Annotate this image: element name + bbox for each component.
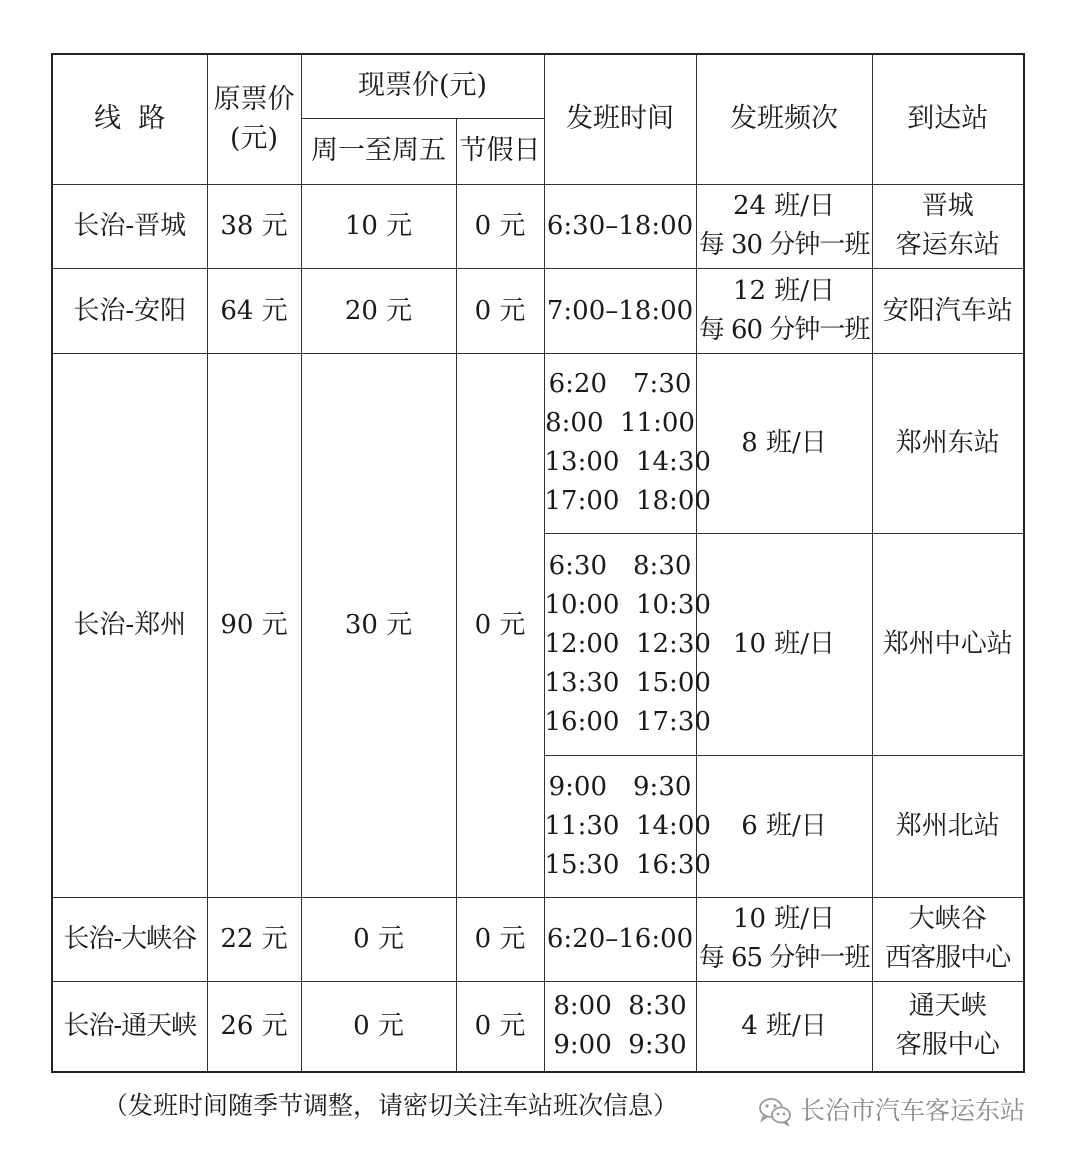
frequency-line: 每 30 分钟一班 bbox=[698, 230, 870, 260]
original-price-cell: 90 元 bbox=[207, 353, 301, 897]
table-row bbox=[52, 981, 1024, 1072]
time-line: 9:00 9:30 bbox=[553, 1030, 687, 1061]
frequency-cell: 6 班/日 bbox=[696, 755, 872, 897]
header-original-price bbox=[207, 54, 301, 184]
route-cell: 长治-郑州 bbox=[52, 353, 207, 897]
station-cell: 郑州东站 bbox=[872, 353, 1024, 533]
frequency-line: 12 班/日 bbox=[732, 275, 836, 306]
frequency-cell bbox=[696, 897, 872, 981]
table-row bbox=[52, 268, 1024, 353]
time-line: 12:00 12:30 bbox=[544, 628, 711, 659]
departure-time-cell: 7:00–18:00 bbox=[544, 268, 696, 353]
header-original-price-line2: (元) bbox=[229, 123, 279, 155]
frequency-line: 24 班/日 bbox=[732, 191, 836, 221]
station-cell: 郑州中心站 bbox=[872, 533, 1024, 755]
time-line: 8:00 8:30 bbox=[553, 991, 687, 1022]
footnote: （发班时间随季节调整，请密切关注车站班次信息） bbox=[103, 1091, 679, 1120]
station-line: 通天峡 bbox=[908, 991, 987, 1022]
frequency-line: 每 65 分钟一班 bbox=[698, 943, 870, 973]
station-cell bbox=[872, 897, 1024, 981]
weekday-price-cell: 20 元 bbox=[301, 268, 456, 353]
weekday-price-cell: 30 元 bbox=[301, 353, 456, 897]
header-arrival-station: 到达站 bbox=[872, 54, 1024, 184]
station-line: 大峡谷 bbox=[908, 904, 987, 934]
frequency-cell: 8 班/日 bbox=[696, 353, 872, 533]
time-line: 15:30 16:30 bbox=[544, 849, 711, 880]
header-frequency: 发班频次 bbox=[696, 54, 872, 184]
header-original-price-line1: 原票价 bbox=[213, 84, 295, 116]
header-departure-time: 发班时间 bbox=[544, 54, 696, 184]
watermark-text: 长治市汽车客运东站 bbox=[800, 1096, 1026, 1125]
original-price-cell: 22 元 bbox=[207, 897, 301, 981]
holiday-price-cell: 0 元 bbox=[456, 184, 544, 268]
station-line: 客服中心 bbox=[895, 1030, 1000, 1061]
holiday-price-cell: 0 元 bbox=[456, 353, 544, 897]
route-cell: 长治-通天峡 bbox=[52, 981, 207, 1072]
station-cell bbox=[872, 981, 1024, 1072]
table-row bbox=[52, 184, 1024, 268]
station-line: 晋城 bbox=[921, 191, 974, 221]
time-line: 10:00 10:30 bbox=[544, 589, 711, 620]
table-row bbox=[52, 353, 1024, 533]
weekday-price-cell: 0 元 bbox=[301, 897, 456, 981]
frequency-cell: 4 班/日 bbox=[696, 981, 872, 1072]
frequency-cell bbox=[696, 268, 872, 353]
time-line: 17:00 18:00 bbox=[544, 486, 711, 516]
header-weekday: 周一至周五 bbox=[301, 118, 456, 184]
watermark bbox=[758, 1096, 1025, 1126]
departure-time-cell bbox=[544, 533, 711, 755]
time-line: 13:30 15:00 bbox=[544, 667, 711, 698]
header-route: 线 路 bbox=[52, 54, 207, 184]
departure-time-cell bbox=[544, 981, 696, 1072]
frequency-line: 10 班/日 bbox=[732, 904, 836, 934]
time-line: 16:00 17:30 bbox=[544, 706, 711, 737]
departure-time-cell: 6:30–18:00 bbox=[544, 184, 696, 268]
header-holiday: 节假日 bbox=[456, 118, 544, 184]
route-cell: 长治-大峡谷 bbox=[52, 897, 207, 981]
route-cell: 长治-晋城 bbox=[52, 184, 207, 268]
weekday-price-cell: 10 元 bbox=[301, 184, 456, 268]
station-cell: 郑州北站 bbox=[872, 755, 1024, 897]
time-line: 8:00 11:00 bbox=[545, 408, 695, 438]
time-line: 13:00 14:30 bbox=[544, 447, 711, 477]
time-line: 9:00 9:30 bbox=[548, 771, 692, 802]
time-line: 6:30 8:30 bbox=[548, 550, 692, 581]
departure-time-cell bbox=[544, 755, 711, 897]
table-row bbox=[52, 897, 1024, 981]
departure-time-cell: 6:20–16:00 bbox=[544, 897, 696, 981]
header-current-price: 现票价(元) bbox=[301, 54, 544, 118]
frequency-cell: 10 班/日 bbox=[696, 533, 872, 755]
holiday-price-cell: 0 元 bbox=[456, 897, 544, 981]
original-price-cell: 38 元 bbox=[207, 184, 301, 268]
time-line: 11:30 14:00 bbox=[544, 810, 711, 841]
departure-time-cell bbox=[544, 353, 711, 533]
schedule-table bbox=[51, 53, 1025, 1073]
wechat-icon bbox=[758, 1096, 792, 1126]
route-cell: 长治-安阳 bbox=[52, 268, 207, 353]
frequency-cell bbox=[696, 184, 872, 268]
holiday-price-cell: 0 元 bbox=[456, 268, 544, 353]
holiday-price-cell: 0 元 bbox=[456, 981, 544, 1072]
frequency-line: 每 60 分钟一班 bbox=[698, 314, 870, 345]
time-line: 6:20 7:30 bbox=[548, 369, 692, 399]
original-price-cell: 64 元 bbox=[207, 268, 301, 353]
weekday-price-cell: 0 元 bbox=[301, 981, 456, 1072]
header-row bbox=[52, 54, 1024, 118]
station-line: 西客服中心 bbox=[885, 943, 1011, 973]
station-cell bbox=[872, 184, 1024, 268]
station-cell: 安阳汽车站 bbox=[872, 268, 1024, 353]
original-price-cell: 26 元 bbox=[207, 981, 301, 1072]
station-line: 客运东站 bbox=[895, 230, 1000, 260]
